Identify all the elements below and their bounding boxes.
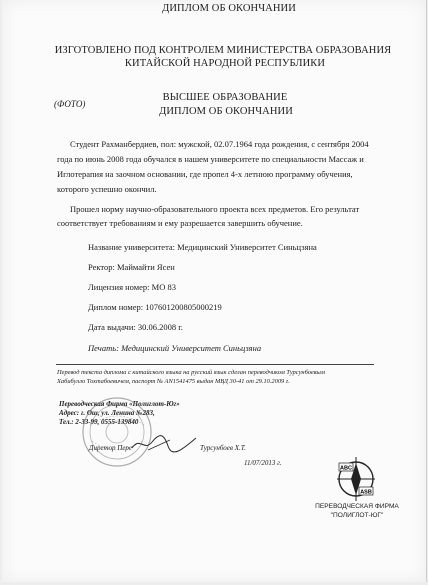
paragraph-2-line-1: Прошел норму научно-образовательного проекта всех предметов. Его результат (70, 204, 360, 214)
logo-caption (302, 502, 412, 520)
education-level: ВЫСШЕЕ ОБРАЗОВАНИЕ (162, 92, 288, 103)
control-line-1: ИЗГОТОВЛЕНО ПОД КОНТРОЛЕМ МИНИСТЕРСТВА ОБРАЗОВАНИЯ (54, 45, 392, 56)
logo-badge-bottom: ASB (360, 489, 372, 496)
polyglot-yug-logo (333, 455, 379, 503)
issue-date-field: Дата выдачи: 30.06.2008 г. (88, 322, 183, 332)
photo-label: (ФОТО) (54, 99, 86, 109)
signature-name: Турсунбоев Х.Т. (200, 444, 246, 452)
separator-line (56, 364, 374, 365)
diploma-number-field: Диплом номер: 107601200805000219 (88, 302, 222, 312)
paragraph-1-line-3: Иглотерапия на заочном основании, где пропел 4-х летнюю программу обучения, (57, 169, 353, 179)
logo-caption-line-1: ПЕРЕВОДЧЕСКАЯ ФИРМА (315, 503, 399, 510)
paragraph-1-line-2: года по июнь 2008 года обучался в нашем университете по специальности Массаж и (57, 154, 364, 164)
seal-field: Печать: Медицинский Университет Синьцзяна (88, 343, 262, 353)
rector-field: Ректор: Маймайти Ясен (88, 262, 175, 272)
translator-note-line-1: Перевод текста диплома с китайского языка на русский язык сделан переводчиком Турсунбоевым (57, 369, 325, 376)
university-field: Название университета: Медицинский Университет Синьцзяна (88, 242, 317, 252)
handwritten-signature (130, 432, 200, 454)
translator-note-line-2: Хабибулло Тохтабоевичем, паспорт № АN1541475 выдан МВД 30-41 от 29.10.2009 г. (57, 378, 290, 385)
document-title: ДИПЛОМ ОБ ОКОНЧАНИИ (162, 3, 296, 14)
diploma-title: ДИПЛОМ ОБ ОКОНЧАНИИ (159, 106, 293, 117)
control-line-2: КИТАЙСКОЙ НАРОДНОЙ РЕСПУБЛИКИ (124, 58, 326, 69)
paragraph-2-line-2: соответствует требованиям и ему разрешается завершить обучение. (57, 218, 303, 228)
logo-badge-top: ABC (340, 465, 352, 472)
diploma-translation-page (2, 0, 427, 582)
stamp-date: 11/07/2013 г. (244, 459, 282, 467)
license-field: Лицензия номер: МО 83 (88, 282, 176, 292)
stamp-phone: Тел.: 2-33-99, 0555-139840 (59, 418, 139, 426)
stamp-address: Адрес: г. Ош, ул. Ленина №283, (59, 409, 155, 417)
paragraph-1-line-1: Студент Рахманбердиев, пол: мужской, 02.07.1964 года рождения, с сентября 2004 (70, 139, 369, 149)
stamp-firm: Переводческая Фирма «Полиглот-Юг» (59, 400, 180, 408)
paragraph-1-line-4: которого успешно окончил. (57, 184, 157, 194)
logo-caption-line-2: "ПОЛИГЛОТ-ЮГ" (330, 512, 384, 519)
signature-prefix: Диретор Пере (89, 444, 133, 452)
